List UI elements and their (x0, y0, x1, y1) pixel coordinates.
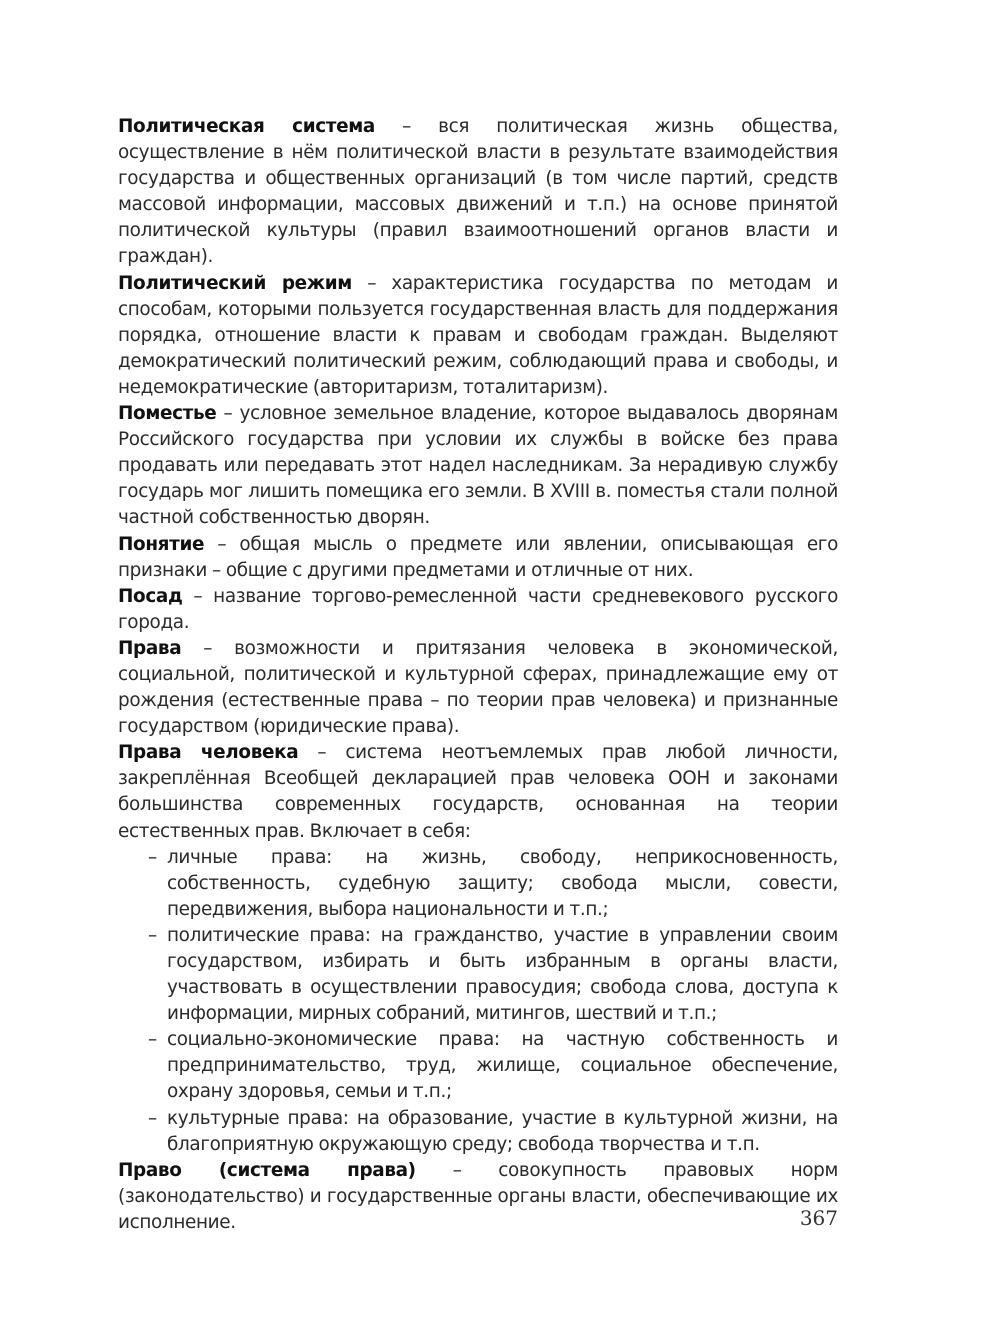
list-item-text: политические права: на гражданство, участие в управлении своим государством, избирать и быть избранным в органы власти, участвовать в осуществлении правосудия; свобода слова, доступа к информации, мирных собраний, митингов, шествий и т.п.; (167, 924, 838, 1025)
list-item-text: культурные права: на образование, участие в культурной жизни, на благоприятную окружающую среду; свобода творчества и т.п. (167, 1107, 838, 1155)
dash-bullet: – (148, 1029, 157, 1051)
glossary-definition: – характеристика государства по методам и способам, которыми пользуется государственная власть для поддержания порядка, отношение власти к правам и свободам граждан. Выделяют демократический политический режим, соблюдающий права и свободы, и недемократические (авторитаризм, тоталитаризм). (118, 272, 839, 398)
glossary-entry-political-regime (118, 271, 838, 401)
glossary-definition: – совокупность правовых норм (законодательство) и государственные органы власти, обеспечивающие их исполнение. (118, 1159, 838, 1233)
glossary-term: Политический режим (118, 272, 352, 294)
glossary-entry-political-system (118, 114, 838, 271)
glossary-definition: – условное земельное владение, которое выдавалось дворянам Российского государства при условии их службы в войске без права продавать или передавать этот надел наследникам. За нерадивую службу государь мог лишить помещика его земли. В XVIII в. поместья стали полной частной собственностью дворян. (118, 403, 838, 529)
list-item (118, 845, 838, 923)
dash-bullet: – (148, 924, 157, 946)
glossary-entry-law-system (118, 1158, 838, 1236)
glossary-entry-human-rights (118, 740, 838, 844)
glossary-term: Понятие (118, 533, 205, 555)
glossary-term: Право (система права) (118, 1159, 416, 1181)
list-item (118, 923, 838, 1027)
glossary-page (118, 114, 838, 1236)
glossary-term: Посад (118, 585, 183, 607)
list-item (118, 1106, 838, 1158)
glossary-entry-concept (118, 532, 838, 584)
dash-bullet: – (148, 846, 157, 868)
glossary-definition: – название торгово-ремесленной части средневекового русского города. (118, 585, 838, 633)
human-rights-list (118, 845, 838, 1158)
glossary-definition: – возможности и притязания человека в экономической, социальной, политической и культурной сферах, принадлежащие ему от рождения (естественные права – по теории прав человека) и признанные государством (юридические права). (118, 637, 838, 738)
page-number: 367 (799, 1206, 838, 1230)
glossary-term: Политическая система (118, 116, 375, 137)
glossary-term: Права человека (118, 742, 299, 764)
list-item-text: личные права: на жизнь, свободу, неприкосновенность, собственность, судебную защиту; свобода мысли, совести, передвижения, выбора национальности и т.п.; (167, 846, 838, 920)
glossary-definition: – вся политическая жизнь общества, осуществление в нём политической власти в результате взаимодействия государства и общественных организаций (в том числе партий, средств массовой информации, массовых движений и т.п.) на основе принятой политической культуры (правил взаимоотношений органов власти и граждан). (118, 116, 838, 268)
glossary-entry-posad (118, 584, 838, 636)
glossary-entry-rights (118, 636, 838, 740)
dash-bullet: – (148, 1107, 157, 1129)
list-item (118, 1027, 838, 1105)
glossary-entry-pomestye (118, 401, 838, 531)
glossary-definition: – общая мысль о предмете или явлении, описывающая его признаки – общие с другими предметами и отличные от них. (118, 533, 838, 581)
glossary-definition: – система неотъемлемых прав любой личности, закреплённая Всеобщей декларацией прав человека ООН и законами большинства современных государств, основанная на теории естественных прав. Включает в себя: (118, 742, 838, 842)
glossary-term: Поместье (118, 403, 217, 425)
list-item-text: социально-экономические права: на частную собственность и предпринимательство, труд, жилище, социальное обеспечение, охрану здоровья, семьи и т.п.; (167, 1029, 838, 1103)
glossary-term: Права (118, 637, 182, 659)
